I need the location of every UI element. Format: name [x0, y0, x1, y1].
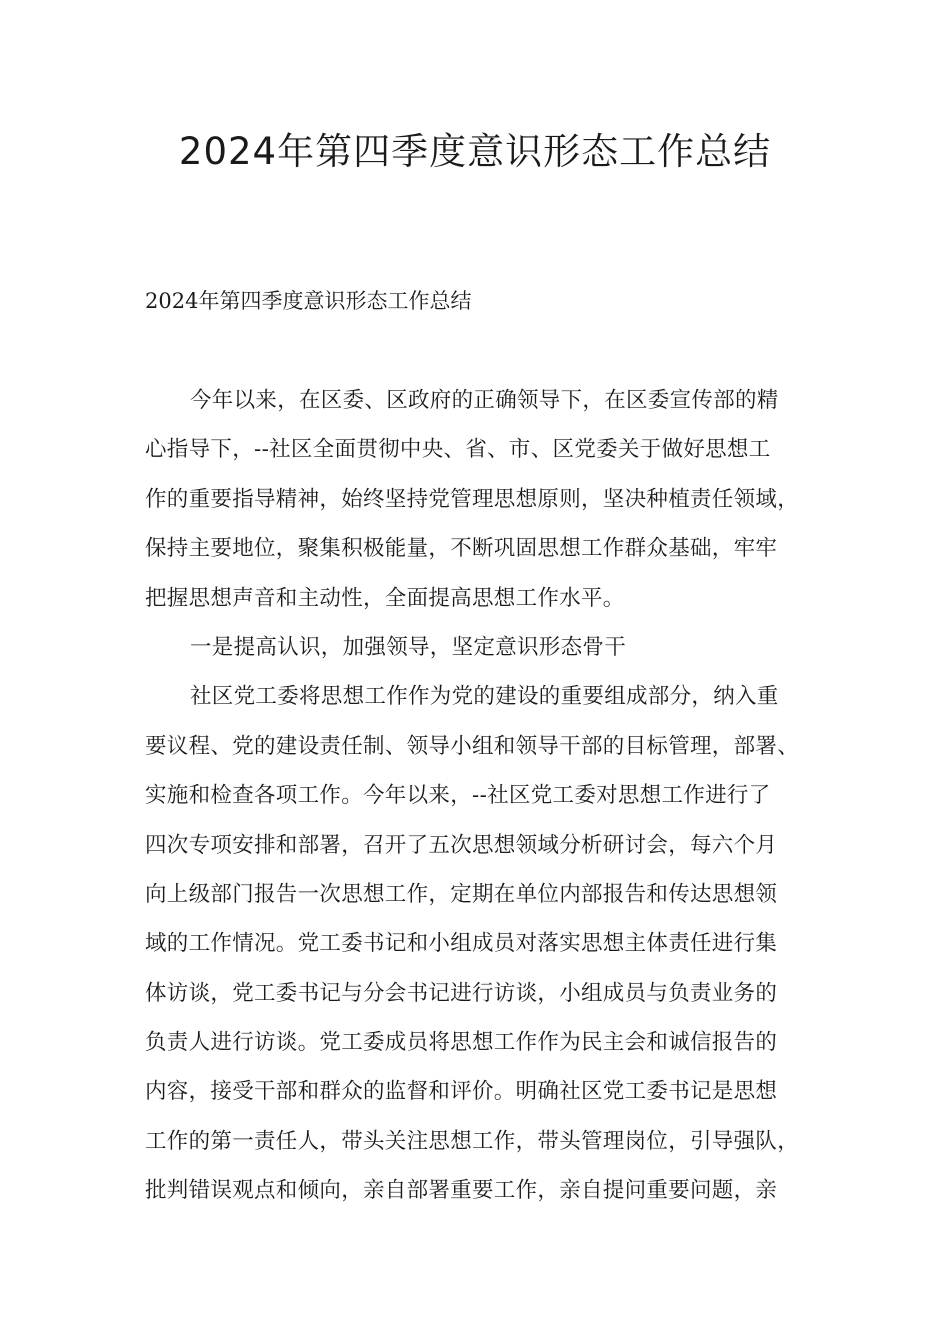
body-line: 保持主要地位，聚集积极能量，不断巩固思想工作群众基础，牢牢: [145, 536, 778, 562]
body-line: 把握思想声音和主动性，全面提高思想工作水平。: [145, 585, 625, 611]
body-line: 社区党工委将思想工作作为党的建设的重要组成部分，纳入重: [190, 684, 779, 710]
body-line: 四次专项安排和部署，召开了五次思想领域分析研讨会，每六个月: [145, 832, 778, 858]
body-line: 批判错误观点和倾向，亲自部署重要工作，亲自提问重要问题，亲: [145, 1178, 778, 1204]
body-line: 内容，接受干部和群众的监督和评价。明确社区党工委书记是思想: [145, 1079, 778, 1105]
section-heading: 一是提高认识，加强领导，坚定意识形态骨干: [190, 634, 627, 660]
body-line: 向上级部门报告一次思想工作，定期在单位内部报告和传达思想领: [145, 881, 778, 907]
body-line: 工作的第一责任人，带头关注思想工作，带头管理岗位，引导强队，: [145, 1128, 800, 1154]
body-line: 作的重要指导精神，始终坚持党管理思想原则，坚决种植责任领域，: [145, 486, 800, 512]
body-line: 域的工作情况。党工委书记和小组成员对落实思想主体责任进行集: [145, 931, 778, 957]
document-title: 2024年第四季度意识形态工作总结: [178, 130, 772, 173]
body-line: 体访谈，党工委书记与分会书记进行访谈，小组成员与负责业务的: [145, 980, 778, 1006]
body-line: 要议程、党的建设责任制、领导小组和领导干部的目标管理，部署、: [145, 733, 800, 759]
document-subtitle: 2024年第四季度意识形态工作总结: [145, 289, 472, 313]
document-body: [145, 383, 825, 1223]
body-line: 今年以来，在区委、区政府的正确领导下，在区委宣传部的精: [190, 388, 779, 413]
body-line: 负责人进行访谈。党工委成员将思想工作作为民主会和诚信报告的: [145, 1030, 778, 1056]
body-line: 心指导下，--社区全面贯彻中央、省、市、区党委关于做好思想工: [145, 437, 771, 463]
body-line: 实施和检查各项工作。今年以来，--社区党工委对思想工作进行了: [145, 783, 771, 809]
